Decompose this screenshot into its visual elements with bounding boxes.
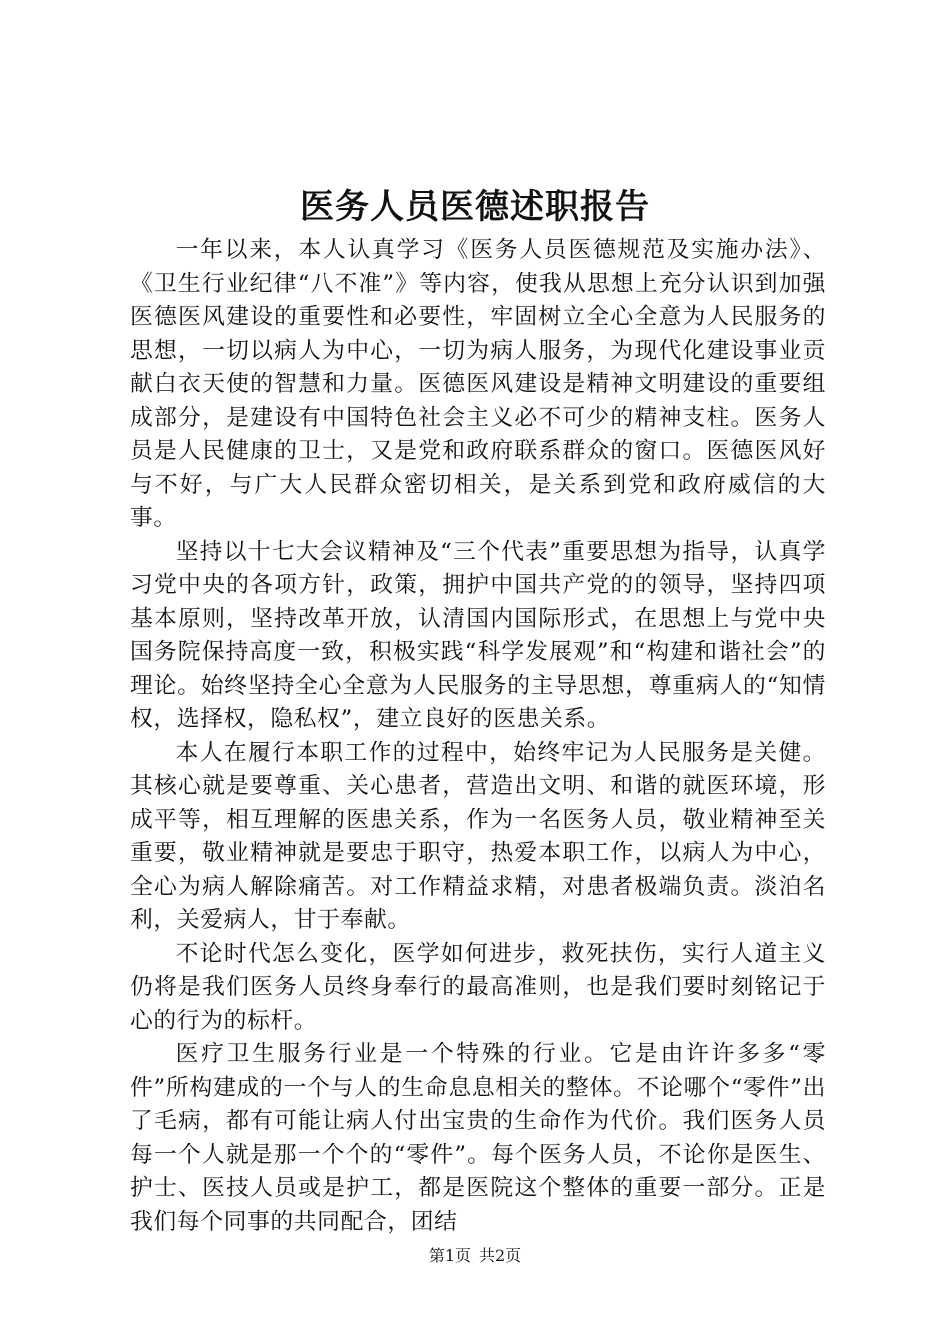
paragraph-4: 不论时代怎么变化，医学如何进步，救死扶伤，实行人道主义仍将是我们医务人员终身奉行的最高准则，也是我们要时刻铭记于心的行为的标杆。 — [130, 940, 826, 1034]
page-footer — [0, 1245, 950, 1267]
paragraph-5: 医疗卫生服务行业是一个特殊的行业。它是由许许多多“零件”所构建成的一个与人的生命息息相关的整体。不论哪个“零件”出了毛病，都有可能让病人付出宝贵的生命作为代价。我们医务人员每一个人就是那一个个的“零件”。每个医务人员，不论你是医生、护士、医技人员或是护工，都是医院这个整体的重要一部分。正是我们每个同事的共同配合，团结 — [130, 1041, 826, 1235]
paragraph-2: 坚持以十七大会议精神及“三个代表”重要思想为指导，认真学习党中央的各项方针，政策，拥护中国共产党的的领导，坚持四项基本原则，坚持改革开放，认清国内国际形式，在思想上与党中央国务院保持高度一致，积极实践“科学发展观”和“构建和谐社会”的理论。始终坚持全心全意为人民服务的主导思想，尊重病人的“知情权，选择权，隐私权”，建立良好的医患关系。 — [130, 538, 826, 732]
paragraph-1: 一年以来，本人认真学习《医务人员医德规范及实施办法》、《卫生行业纪律“八不准”》等内容，使我从思想上充分认识到加强医德医风建设的重要性和必要性，牢固树立全心全意为人民服务的思想，一切以病人为中心，一切为病人服务，为现代化建设事业贡献白衣天使的智慧和力量。医德医风建设是精神文明建设的重要组成部分，是建设有中国特色社会主义必不可少的精神支柱。医务人员是人民健康的卫士，又是党和政府联系群众的窗口。医德医风好与不好，与广大人民群众密切相关，是关系到党和政府威信的大事。 — [130, 237, 826, 531]
paragraph-3: 本人在履行本职工作的过程中，始终牢记为人民服务是关健。其核心就是要尊重、关心患者，营造出文明、和谐的就医环境，形成平等，相互理解的医患关系，作为一名医务人员，敬业精神至关重要，敬业精神就是要忠于职守，热爱本职工作，以病人为中心，全心为病人解除痛苦。对工作精益求精，对患者极端负责。淡泊名利，关爱病人，甘于奉献。 — [130, 739, 826, 933]
page-total: 共2页 — [479, 1246, 522, 1265]
page-number: 第1页 — [428, 1246, 471, 1265]
document-body — [130, 234, 826, 1239]
document-title: 医务人员医德述职报告 — [300, 187, 650, 227]
